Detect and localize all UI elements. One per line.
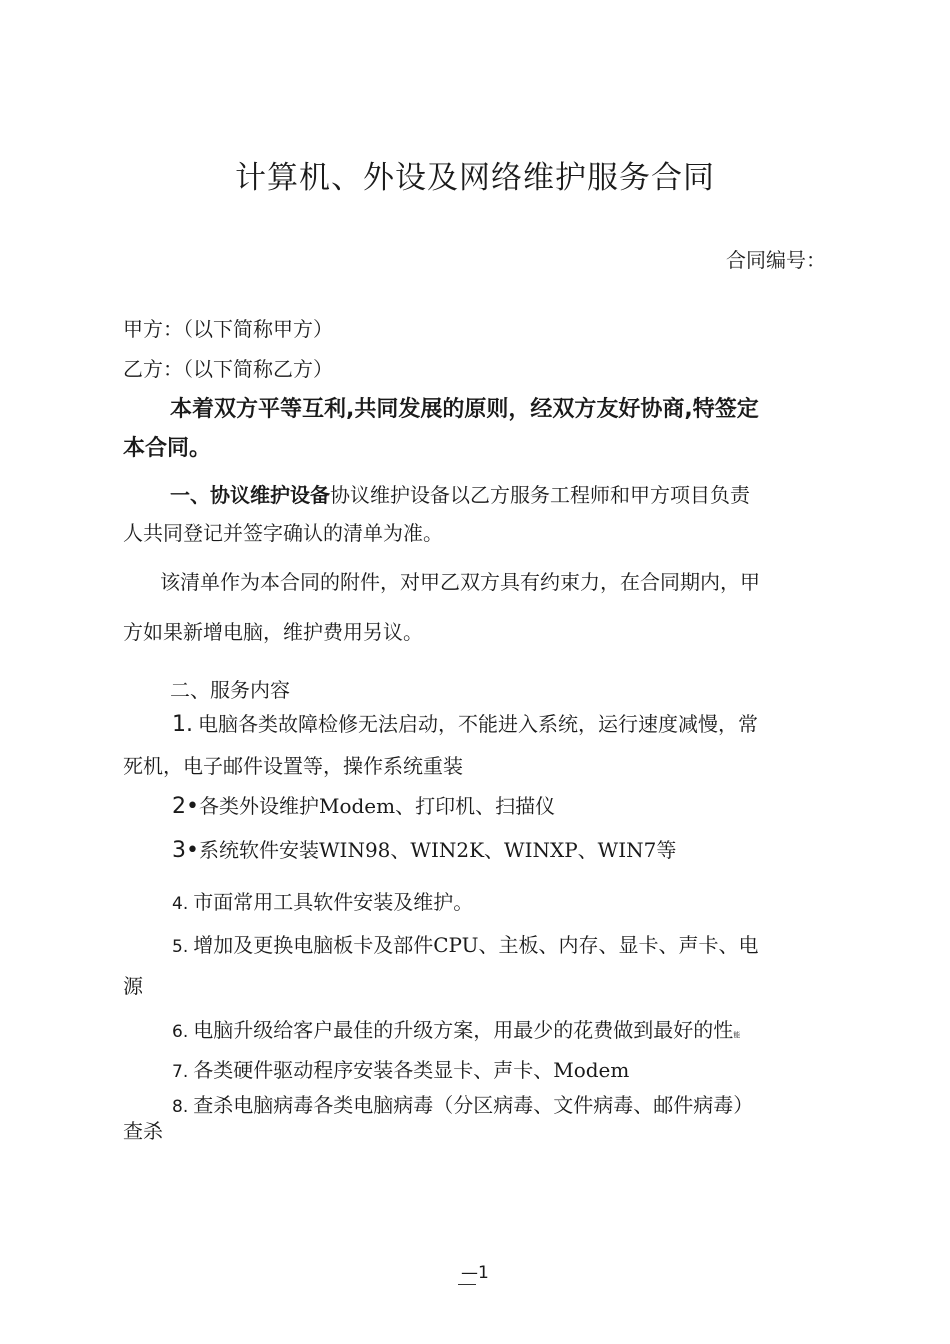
page-number: —1: [461, 1263, 489, 1283]
item-number: 3•: [172, 838, 199, 863]
section-1-para-2-line-1: 该清单作为本合同的附件，对甲乙双方具有约束力，在合同期内，甲: [160, 570, 760, 594]
item-number: 1.: [172, 712, 193, 737]
section-1-para-2-line-2: 方如果新增电脑，维护费用另议。: [123, 620, 423, 644]
section-1-text-line-2: 人共同登记并签字确认的清单为准。: [123, 521, 443, 545]
item-text-tail: 能: [733, 1031, 741, 1039]
party-b-line: 乙方：（以下简称乙方）: [123, 357, 333, 381]
intro-line-2: 本合同。: [123, 436, 212, 461]
contract-number-label: 合同编号：: [726, 248, 826, 272]
service-item-4: [172, 886, 473, 915]
service-item-7: [172, 1054, 629, 1083]
item-text: 各类外设维护Modem、打印机、扫描仪: [198, 794, 556, 818]
document-title: 计算机、外设及网络维护服务合同: [235, 160, 715, 196]
party-a-line: 甲方：（以下简称甲方）: [123, 317, 333, 341]
item-text: 查杀电脑病毒各类电脑病毒（分区病毒、文件病毒、邮件病毒）: [193, 1093, 754, 1117]
service-item-6: [172, 1014, 740, 1043]
service-item-1: [172, 708, 758, 737]
item-text: 电脑各类故障检修无法启动，不能进入系统，运行速度减慢，常: [198, 712, 758, 736]
item-text: 增加及更换电脑板卡及部件CPU、主板、内存、显卡、声卡、电: [193, 933, 759, 957]
service-item-1-line-2: 死机，电子邮件设置等，操作系统重装: [123, 754, 463, 778]
section-2-heading: 二、服务内容: [170, 678, 290, 702]
section-1-first-line: [170, 479, 750, 508]
service-item-8-line-2: 查杀: [123, 1119, 163, 1143]
page-number-underline: [458, 1284, 476, 1285]
service-item-8: [172, 1089, 753, 1118]
item-number: 8.: [172, 1097, 189, 1117]
service-item-5: [172, 929, 759, 958]
item-number: 7.: [172, 1062, 189, 1082]
item-text: 系统软件安装WIN98、WIN2K、WINXP、WIN7等: [198, 838, 677, 862]
item-number: 5.: [172, 937, 189, 957]
item-number: 2•: [172, 794, 199, 819]
item-text: 各类硬件驱动程序安装各类显卡、声卡、Modem: [193, 1058, 630, 1082]
service-item-5-line-2: 源: [123, 974, 143, 998]
item-text: 电脑升级给客户最佳的升级方案，用最少的花费做到最好的性: [193, 1018, 734, 1042]
service-item-2: [172, 790, 555, 819]
section-1-text: 协议维护设备以乙方服务工程师和甲方项目负责: [330, 483, 750, 507]
item-number: 4.: [172, 894, 189, 914]
service-item-3: [172, 834, 676, 863]
item-text: 市面常用工具软件安装及维护。: [193, 890, 474, 914]
section-1-heading: 一、协议维护设备: [170, 483, 330, 507]
item-number: 6.: [172, 1022, 189, 1042]
intro-line-1: 本着双方平等互利,共同发展的原则，经双方友好协商,特签定: [170, 397, 759, 422]
